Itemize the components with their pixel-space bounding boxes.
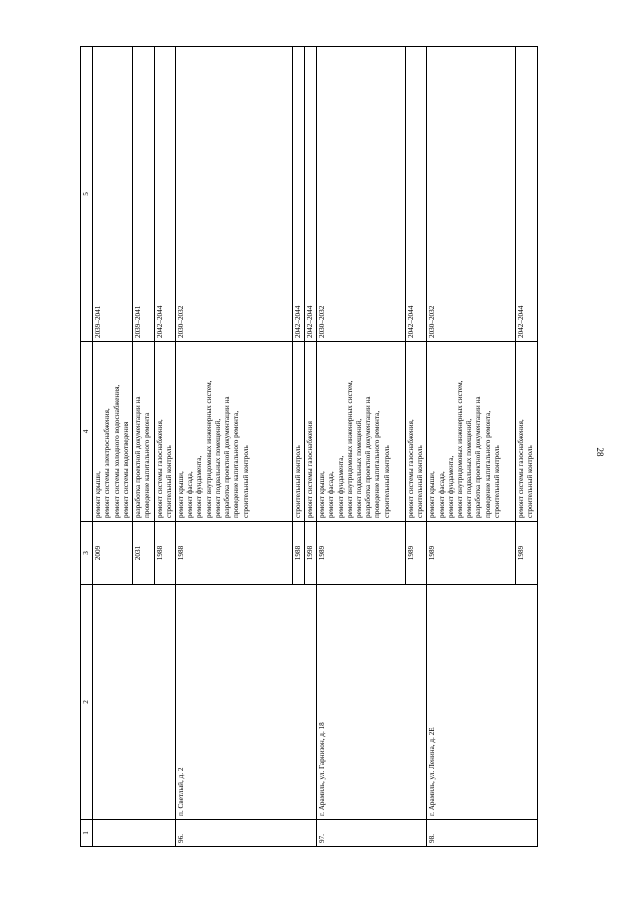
works-cell [292,342,304,522]
row-number-cell: 96. [175,820,316,847]
year-cell: 1989 [516,522,537,585]
work-item: ремонт подвальных помещений, [213,418,222,518]
work-item: проведение капитального ремонта, [483,410,492,518]
work-item: ремонт внутридомовых инженерных систем, [456,380,464,518]
header-col-4: 4 [81,342,93,522]
year-cell: 2009 [93,522,133,585]
header-col-3: 3 [81,522,93,585]
table-row [427,47,516,847]
header-col-1: 1 [81,820,93,847]
work-item: строительный контроль [382,445,391,518]
year-cell: 1989 [405,522,426,585]
work-item: разработка проектной документации на [364,396,373,518]
work-item: ремонт фасада, [186,471,195,518]
work-item: ремонт фундамента, [446,455,455,518]
work-item: строительный контроль [241,445,250,518]
row-number-cell: 98. [427,820,537,847]
period-cell: 2039–2041 [93,47,133,342]
work-item: ремонт внутридомовых инженерных систем, [345,380,354,518]
works-cell [93,342,133,522]
works-cell [427,342,516,522]
period-cell: 2030–2032 [427,47,516,342]
repair-schedule-table [80,46,538,847]
works-cell [516,342,537,522]
period-cell: 2042–2044 [516,47,537,342]
table-row [93,47,133,847]
period-cell: 2042–2044 [304,47,316,342]
year-cell: 1988 [175,522,292,585]
year-cell: 1989 [317,522,406,585]
work-item: ремонт фундамента, [195,455,204,518]
work-item: ремонт внутридомовых инженерных систем, [204,380,213,518]
table-row [175,47,292,847]
works-cell [405,342,426,522]
work-item: ремонт крыши, [428,471,437,518]
work-item: ремонт системы газоснабжения [305,421,314,518]
page-number: 28 [595,447,605,457]
works-cell [175,342,292,522]
work-item: проведение капитального ремонта, [232,410,241,518]
work-item: разработка проектной документации на [223,396,232,518]
work-item: ремонт системы водоотведения [121,421,130,518]
row-number-cell: 97. [317,820,427,847]
works-cell [154,342,175,522]
work-item: ремонт крыши, [94,471,103,518]
row-number-cell [93,820,176,847]
works-cell [304,342,316,522]
work-item: ремонт фундамента, [336,455,345,518]
period-cell: 2042–2044 [154,47,175,342]
header-col-5: 5 [81,47,93,342]
work-item: строительный контроль [293,445,302,518]
work-item: ремонт системы холодного водоснабжения, [112,384,121,518]
table-row [317,47,406,847]
year-cell: 1989 [427,522,516,585]
period-cell: 2030–2032 [317,47,406,342]
year-cell: 1998 [304,522,316,585]
year-cell: 1988 [292,522,304,585]
work-item: строительный контроль [526,445,535,518]
work-item: ремонт фасада, [327,471,336,518]
period-cell: 2030–2032 [175,47,292,342]
period-cell: 2042–2044 [405,47,426,342]
year-cell: 1988 [154,522,175,585]
work-item: разработка проектной документации на [474,396,483,518]
work-item: разработка проектной документации на [134,396,143,518]
address-cell: п. Светлый, д. 2 [175,585,316,820]
work-item: ремонт системы газоснабжения, [406,419,415,518]
address-cell: г. Арамиль, ул. Ленина, д. 2Е [427,585,537,820]
work-item: ремонт фасада, [437,471,446,518]
period-cell: 2039–2041 [133,47,154,342]
address-cell: г. Арамиль, ул. Гарнизон, д. 18 [317,585,427,820]
work-item: строительный контроль [492,445,501,518]
period-cell: 2042–2044 [292,47,304,342]
work-item: проведение капитального ремонта [143,412,152,518]
header-col-2: 2 [81,585,93,820]
work-item: ремонт крыши, [318,471,327,518]
work-item: ремонт системы газоснабжения, [517,419,526,518]
work-item: ремонт подвальных помещений, [355,418,364,518]
work-item: ремонт крыши, [176,471,185,518]
work-item: проведение капитального ремонта, [373,410,382,518]
work-item: ремонт системы газоснабжения, [155,419,164,518]
rotated-table-wrapper [80,82,566,847]
header-row [81,47,93,847]
works-cell [133,342,154,522]
work-item: ремонт системы электроснабжения, [103,408,112,518]
year-cell: 2031 [133,522,154,585]
works-cell [317,342,406,522]
work-item: строительный контроль [416,445,425,518]
address-cell [93,585,176,820]
work-item: строительный контроль [164,445,173,518]
work-item: ремонт подвальных помещений, [465,418,474,518]
